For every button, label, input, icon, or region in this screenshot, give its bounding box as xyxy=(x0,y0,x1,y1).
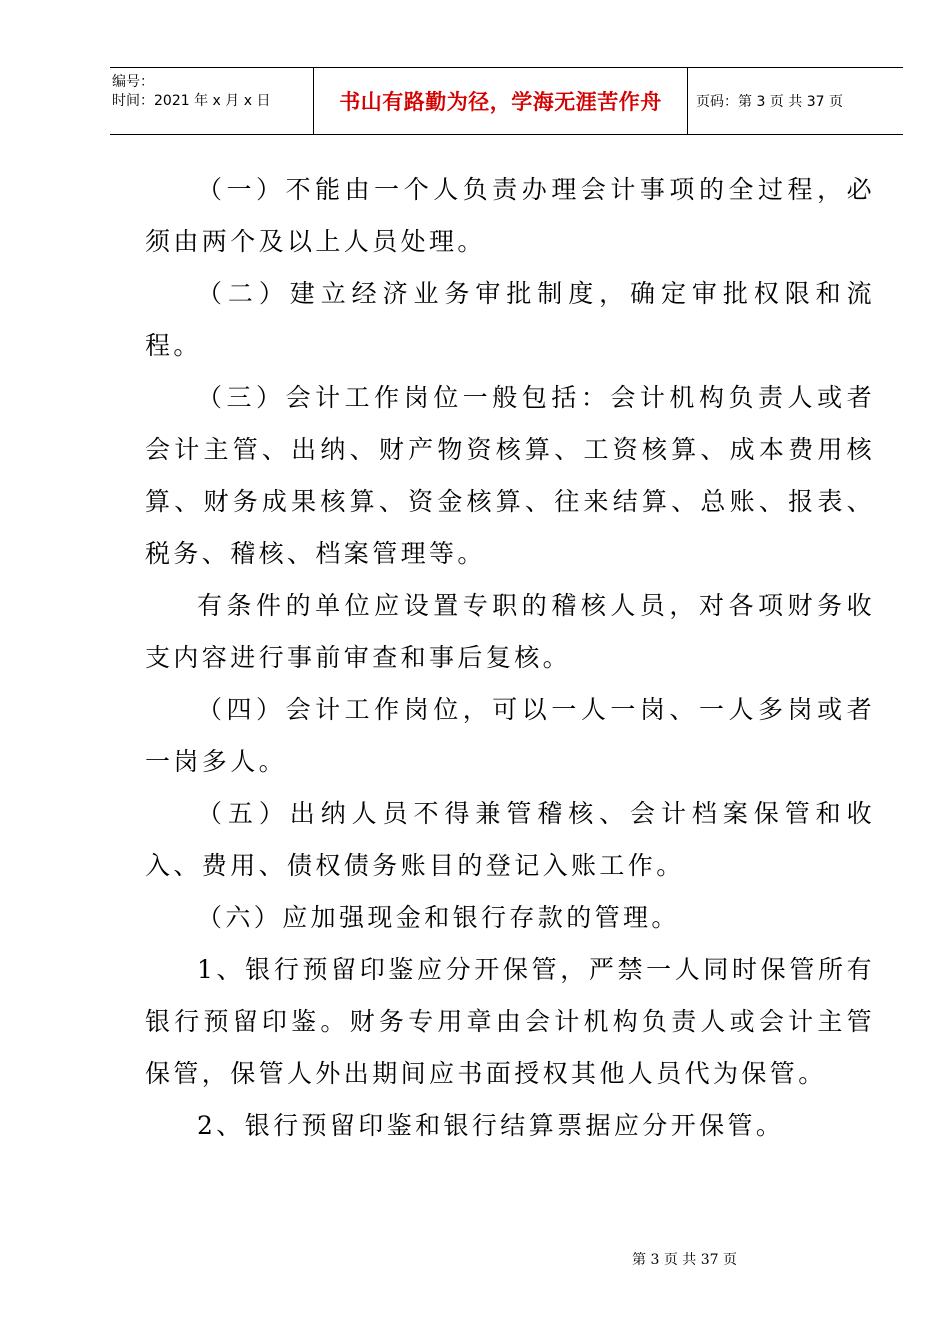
document-header xyxy=(110,67,903,135)
paragraph: （三）会计工作岗位一般包括：会计机构负责人或者会计主管、出纳、财产物资核算、工资核算、成本费用核算、财务成果核算、资金核算、往来结算、总账、报表、税务、稽核、档案管理等。 xyxy=(145,383,875,568)
paragraph: （五）出纳人员不得兼管稽核、会计档案保管和收入、费用、债权债务账目的登记入账工作。 xyxy=(145,799,875,880)
paragraph: （二）建立经济业务审批制度，确定审批权限和流程。 xyxy=(145,279,875,360)
paragraph: （六）应加强现金和银行存款的管理。 xyxy=(197,903,680,932)
header-page-info: 页码：第 3 页 共 37 页 xyxy=(696,94,843,110)
document-body xyxy=(145,164,875,1152)
paragraph: （四）会计工作岗位，可以一人一岗、一人多岗或者一岗多人。 xyxy=(145,695,875,776)
header-meta-cell xyxy=(110,68,314,134)
paragraph: 有条件的单位应设置专职的稽核人员，对各项财务收支内容进行事前审查和事后复核。 xyxy=(145,591,875,672)
paragraph: 2、银行预留印鉴和银行结算票据应分开保管。 xyxy=(197,1111,785,1140)
header-motto-cell xyxy=(314,68,688,134)
motto-text: 书山有路勤为径，学海无涯苦作舟 xyxy=(339,90,662,114)
document-number-label: 编号： xyxy=(112,74,154,90)
paragraph: （一）不能由一个人负责办理会计事项的全过程，必须由两个及以上人员处理。 xyxy=(145,175,875,256)
document-time-label: 时间：2021 年 x 月 x 日 xyxy=(112,93,271,109)
header-page-cell xyxy=(688,68,903,134)
page-footer: 第 3 页 共 37 页 xyxy=(632,1252,737,1268)
paragraph: 1、银行预留印鉴应分开保管，严禁一人同时保管所有银行预留印鉴。财务专用章由会计机构负责人或会计主管保管，保管人外出期间应书面授权其他人员代为保管。 xyxy=(145,955,875,1088)
